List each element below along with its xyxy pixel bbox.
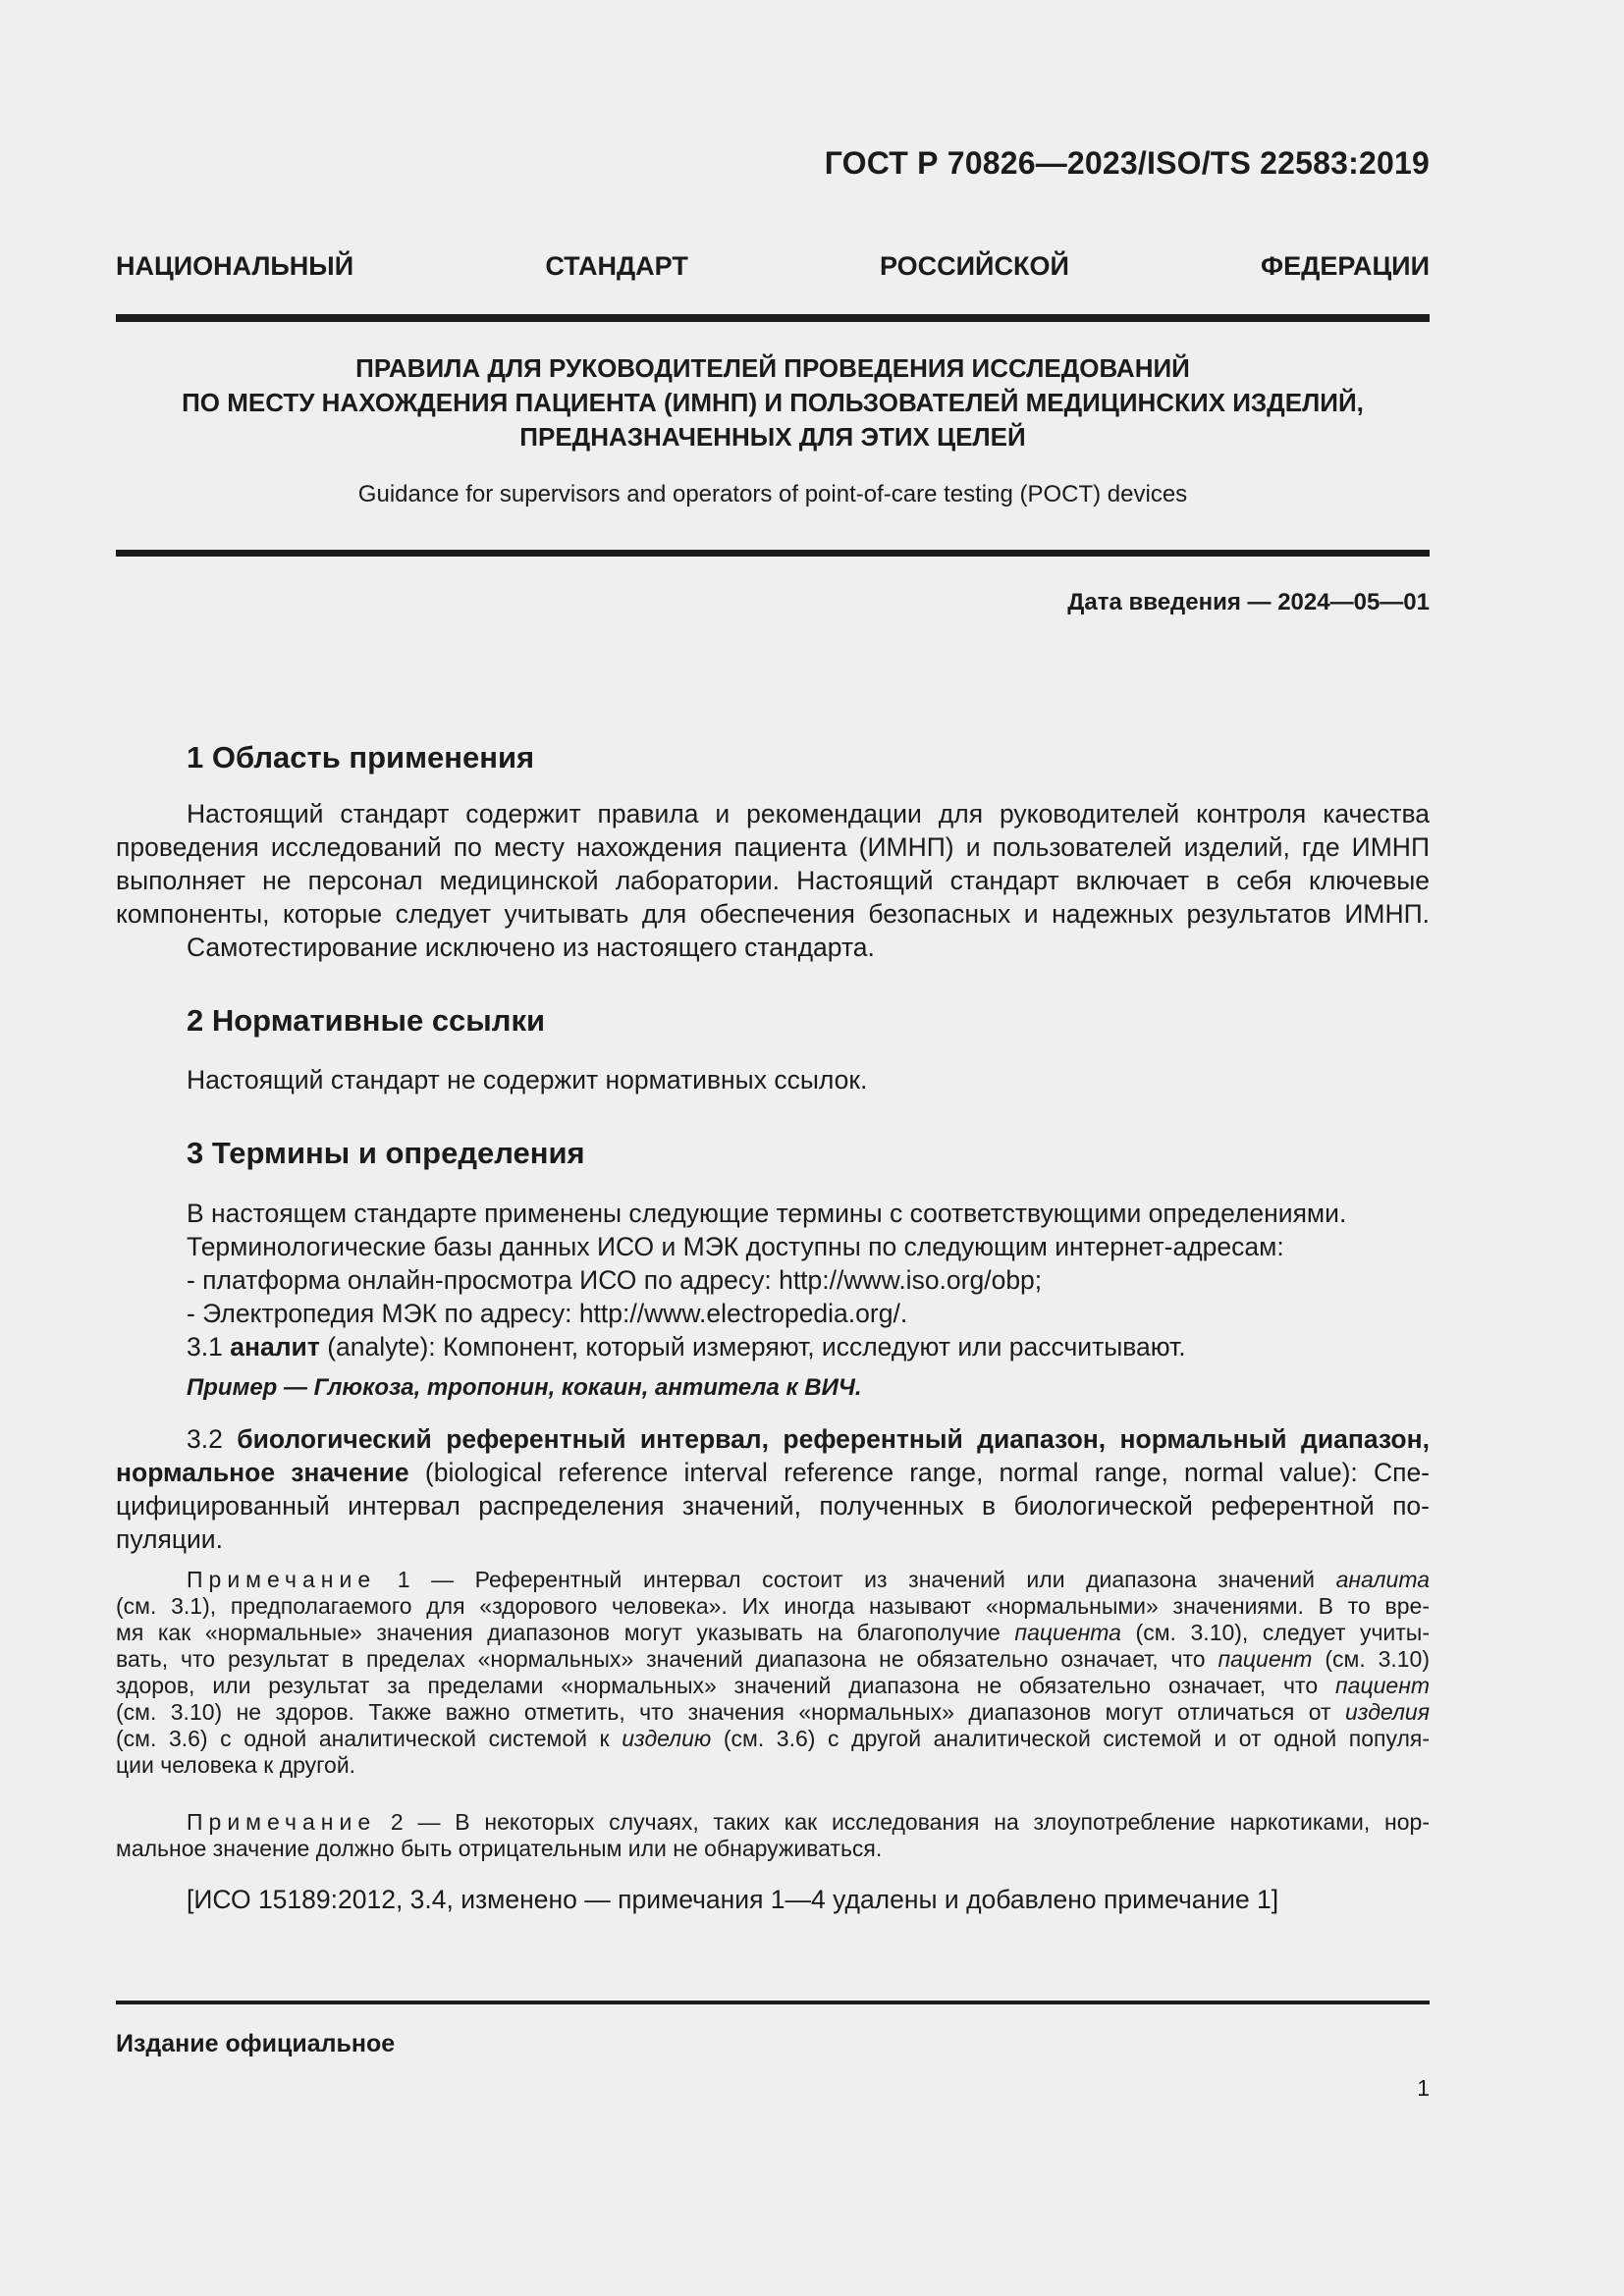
note-text: — В некоторых случаях, таких как исследования на злоупотребление наркотиками, нор- bbox=[417, 1809, 1430, 1835]
note-number: 2 bbox=[390, 1809, 404, 1835]
text-line bbox=[116, 1809, 1430, 1836]
note-text-italic: пациент bbox=[1335, 1673, 1431, 1698]
note-text: мя как «нормальные» значения диапазонов могут указывать на благополучие bbox=[116, 1620, 1001, 1645]
text-line: Настоящий стандарт содержит правила и рекомендации для руководителей контроля качества bbox=[187, 799, 1430, 828]
text-line bbox=[116, 1620, 1430, 1646]
introduction-date: Дата введения — 2024—05—01 bbox=[1067, 589, 1430, 615]
english-title: Guidance for supervisors and operators of point-of-care testing (POCT) devices bbox=[357, 481, 1188, 507]
term-number: 3.1 bbox=[187, 1332, 223, 1362]
national-standard-word: СТАНДАРТ bbox=[545, 251, 688, 281]
text-line bbox=[116, 1673, 1430, 1699]
national-standard-word: ФЕДЕРАЦИИ bbox=[1261, 251, 1430, 281]
section-2-heading: 2 Нормативные ссылки bbox=[187, 1003, 546, 1038]
standard-code: ГОСТ Р 70826—2023/ISO/TS 22583:2019 bbox=[824, 145, 1430, 181]
note-text-italic: аналита bbox=[1335, 1567, 1431, 1592]
text-line bbox=[116, 1567, 1430, 1593]
text-line: мальное значение должно быть отрицательным или не обнаруживаться. bbox=[116, 1836, 883, 1861]
note-text: (см. 3.10) не здоров. Также важно отметить, что значения «нормальных» диапазонов могут отличаться от bbox=[116, 1699, 1331, 1725]
text-line: цифицированный интервал распределения значений, полученных в биологической референтной по- bbox=[116, 1491, 1430, 1521]
document-title bbox=[116, 351, 1430, 454]
section-1-body bbox=[116, 797, 1430, 964]
text-line bbox=[116, 1646, 1430, 1673]
title-line: ПРАВИЛА ДЛЯ РУКОВОДИТЕЛЕЙ ПРОВЕДЕНИЯ ИССЛЕДОВАНИЙ bbox=[355, 353, 1190, 383]
term-definition: (analyte): Компонент, который измеряют, исследуют или рассчитывают. bbox=[327, 1332, 1186, 1362]
national-standard-word: РОССИЙСКОЙ bbox=[880, 251, 1069, 281]
text-line: Настоящий стандарт не содержит нормативных ссылок. bbox=[187, 1065, 868, 1095]
term-3-2 bbox=[116, 1422, 1430, 1556]
term-name: биологический референтный интервал, референтный диапазон, нормальный диапазон, bbox=[237, 1424, 1430, 1454]
section-3-heading: 3 Термины и определения bbox=[187, 1136, 585, 1170]
title-divider bbox=[116, 550, 1430, 557]
note-1 bbox=[116, 1567, 1430, 1779]
example-text: Пример — Глюкоза, тропонин, кокаин, антитела к ВИЧ. bbox=[187, 1374, 862, 1401]
note-text: (см. 3.10), следует учиты- bbox=[1135, 1620, 1431, 1645]
note-text-italic: пациент bbox=[1218, 1646, 1313, 1672]
note-text-italic: пациента bbox=[1014, 1620, 1121, 1645]
note-label: Примечание bbox=[187, 1809, 377, 1835]
text-line: выполняет не персонал медицинской лаборатории. Настоящий стандарт включает в себя ключевые bbox=[116, 866, 1430, 895]
note-text-italic: изделию bbox=[622, 1726, 712, 1751]
top-divider bbox=[116, 314, 1430, 322]
text-line: проведения исследований по месту нахождения пациента (ИМНП) и пользователей изделий, где ИМНП bbox=[116, 832, 1430, 862]
source-reference bbox=[116, 1883, 1430, 1916]
official-edition-label: Издание официальное bbox=[116, 2030, 396, 2057]
note-text-italic: изделия bbox=[1344, 1699, 1430, 1725]
note-text: вать, что результат в пределах «нормальных» значений диапазона не обязательно означает, что bbox=[116, 1646, 1206, 1672]
text-line: В настоящем стандарте применены следующие термины с соответствующими определениями. bbox=[187, 1199, 1347, 1228]
term-name: аналит bbox=[230, 1332, 320, 1362]
source-text: [ИСО 15189:2012, 3.4, изменено — примечания 1—4 удалены и добавлено примечание 1] bbox=[187, 1885, 1279, 1914]
national-standard-word: НАЦИОНАЛЬНЫЙ bbox=[116, 251, 354, 281]
note-text: (см. 3.6) с другой аналитической системой и от одной популя- bbox=[723, 1726, 1431, 1751]
note-label: Примечание bbox=[187, 1567, 377, 1592]
term-number: 3.2 bbox=[187, 1424, 223, 1454]
text-line: компоненты, которые следует учитывать для обеспечения безопасных и надежных результатов ИМНП. bbox=[116, 899, 1430, 929]
page-number: 1 bbox=[1417, 2075, 1430, 2101]
text-line: - Электропедия МЭК по адресу: http://www.electropedia.org/. bbox=[187, 1299, 908, 1328]
note-text: (см. 3.10) bbox=[1325, 1646, 1431, 1672]
text-line: (см. 3.1), предполагаемого для «здорового человека». Их иногда называют «нормальными» значениями. В то вре- bbox=[116, 1593, 1430, 1619]
term-name: нормальное значение bbox=[116, 1458, 409, 1487]
note-text: — Референтный интервал состоит из значений или диапазона значений bbox=[431, 1567, 1315, 1592]
text-line: Терминологические базы данных ИСО и МЭК доступны по следующим интернет-адресам: bbox=[187, 1232, 1284, 1261]
term-3-1 bbox=[116, 1330, 1430, 1363]
note-number: 1 bbox=[397, 1567, 410, 1592]
title-line: ПО МЕСТУ НАХОЖДЕНИЯ ПАЦИЕНТА (ИМНП) И ПОЛЬЗОВАТЕЛЕЙ МЕДИЦИНСКИХ ИЗДЕЛИЙ, bbox=[182, 388, 1364, 417]
term-definition: (biological reference interval reference range, normal range, normal value): Спе- bbox=[424, 1458, 1431, 1487]
national-standard-heading bbox=[116, 251, 1430, 282]
section-2-body bbox=[116, 1063, 1430, 1096]
footer-divider bbox=[116, 2001, 1430, 2004]
example-3-1 bbox=[116, 1371, 1430, 1405]
note-text: (см. 3.6) с одной аналитической системой к bbox=[116, 1726, 610, 1751]
text-line: Самотестирование исключено из настоящего стандарта. bbox=[187, 933, 875, 962]
note-2 bbox=[116, 1809, 1430, 1862]
section-3-intro bbox=[116, 1197, 1430, 1363]
text-line: - платформа онлайн-просмотра ИСО по адресу: http://www.iso.org/obp; bbox=[187, 1265, 1043, 1295]
title-line: ПРЕДНАЗНАЧЕННЫХ ДЛЯ ЭТИХ ЦЕЛЕЙ bbox=[519, 422, 1026, 452]
text-line: пуляции. bbox=[116, 1524, 223, 1554]
text-line bbox=[116, 1456, 1430, 1489]
text-line bbox=[116, 1422, 1430, 1456]
text-line bbox=[116, 1726, 1430, 1752]
note-text: здоров, или результат за пределами «нормальных» значений диапазона не обязательно означает, что bbox=[116, 1673, 1319, 1698]
text-line: ции человека к другой. bbox=[116, 1752, 356, 1778]
section-1-heading: 1 Область применения bbox=[187, 740, 535, 774]
text-line bbox=[116, 1699, 1430, 1726]
